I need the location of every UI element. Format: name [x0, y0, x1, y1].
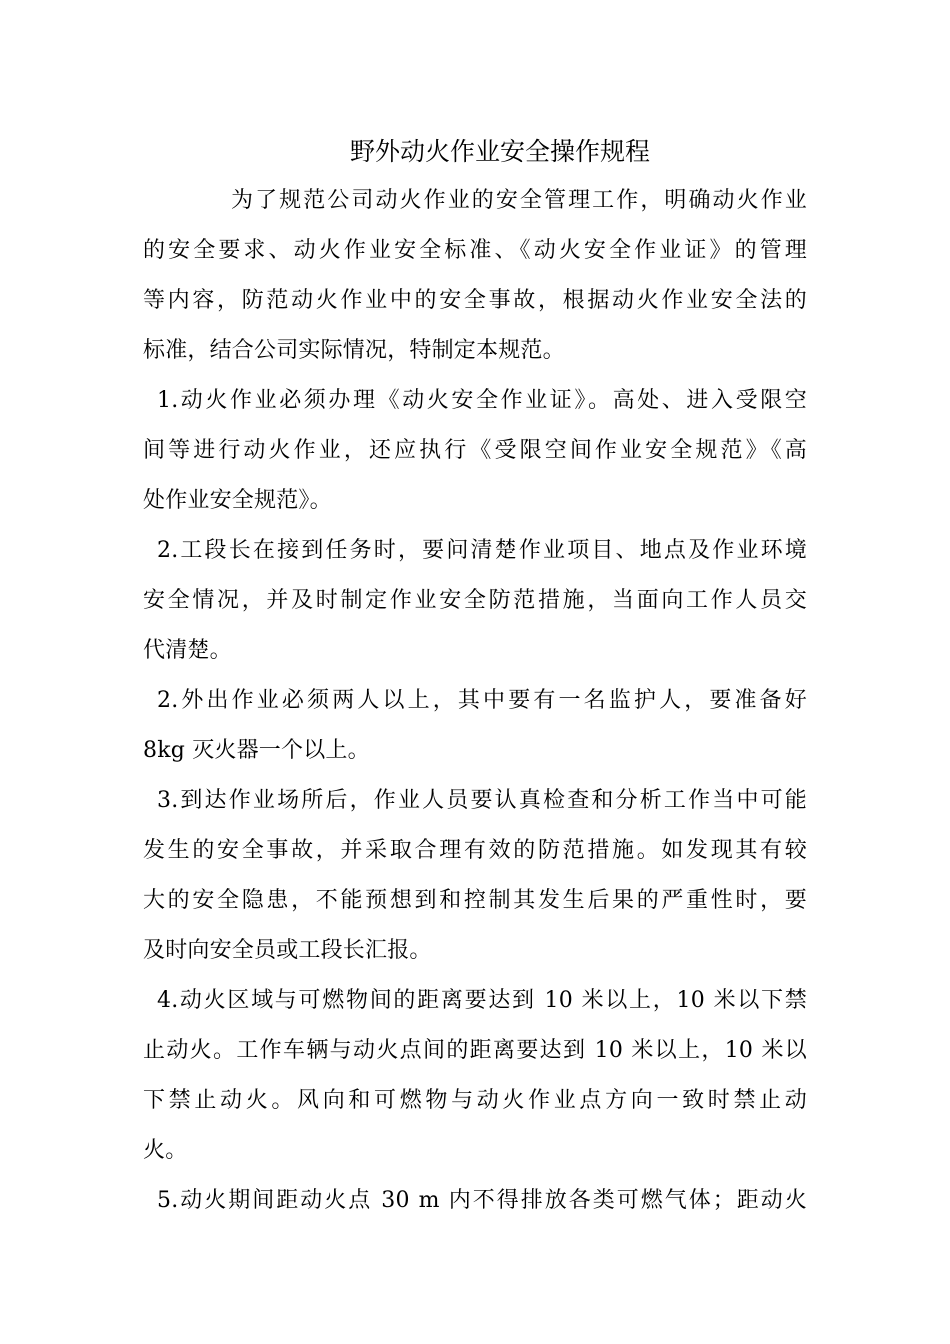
- paragraph-line: 发生的安全事故，并采取合理有效的防范措施。如发现其有较: [143, 838, 807, 863]
- document-body: [143, 176, 807, 1226]
- paragraph-line: 止动火。工作车辆与动火点间的距离要达到 10 米以上，10 米以: [143, 1038, 807, 1063]
- paragraph-line: 4.动火区域与可燃物间的距离要达到 10 米以上，10 米以下禁: [157, 988, 807, 1013]
- paragraph-line: 及时向安全员或工段长汇报。: [143, 938, 432, 963]
- paragraph-line: 下禁止动火。风向和可燃物与动火作业点方向一致时禁止动: [143, 1088, 807, 1113]
- paragraph-line: 代清楚。: [143, 638, 232, 663]
- paragraph-line: 3.到达作业场所后，作业人员要认真检查和分析工作当中可能: [157, 788, 807, 813]
- paragraph-line: 2.工段长在接到任务时，要问清楚作业项目、地点及作业环境: [157, 538, 807, 563]
- paragraph-line: 标准，结合公司实际情况，特制定本规范。: [143, 338, 565, 363]
- paragraph-line: 1.动火作业必须办理《动火安全作业证》。高处、进入受限空: [157, 388, 807, 413]
- paragraph-line: 2.外出作业必须两人以上，其中要有一名监护人，要准备好: [157, 688, 807, 713]
- paragraph-line: 处作业安全规范》。: [143, 488, 332, 513]
- paragraph-line: 大的安全隐患，不能预想到和控制其发生后果的严重性时，要: [143, 888, 807, 913]
- paragraph-line: 安全情况，并及时制定作业安全防范措施，当面向工作人员交: [143, 588, 807, 613]
- paragraph-line: 间等进行动火作业，还应执行《受限空间作业安全规范》《高: [143, 438, 807, 463]
- paragraph-line: 火。: [143, 1138, 188, 1163]
- document-title: 野外动火作业安全操作规程: [349, 137, 650, 166]
- paragraph-line: 等内容，防范动火作业中的安全事故，根据动火作业安全法的: [143, 288, 807, 313]
- paragraph-line: 为了规范公司动火作业的安全管理工作，明确动火作业: [231, 188, 807, 213]
- paragraph-line: 8kg 灭火器一个以上。: [143, 738, 370, 763]
- paragraph-line: 的安全要求、动火作业安全标准、《动火安全作业证》的管理: [143, 238, 807, 263]
- paragraph-line: 5.动火期间距动火点 30 m 内不得排放各类可燃气体；距动火: [157, 1188, 807, 1213]
